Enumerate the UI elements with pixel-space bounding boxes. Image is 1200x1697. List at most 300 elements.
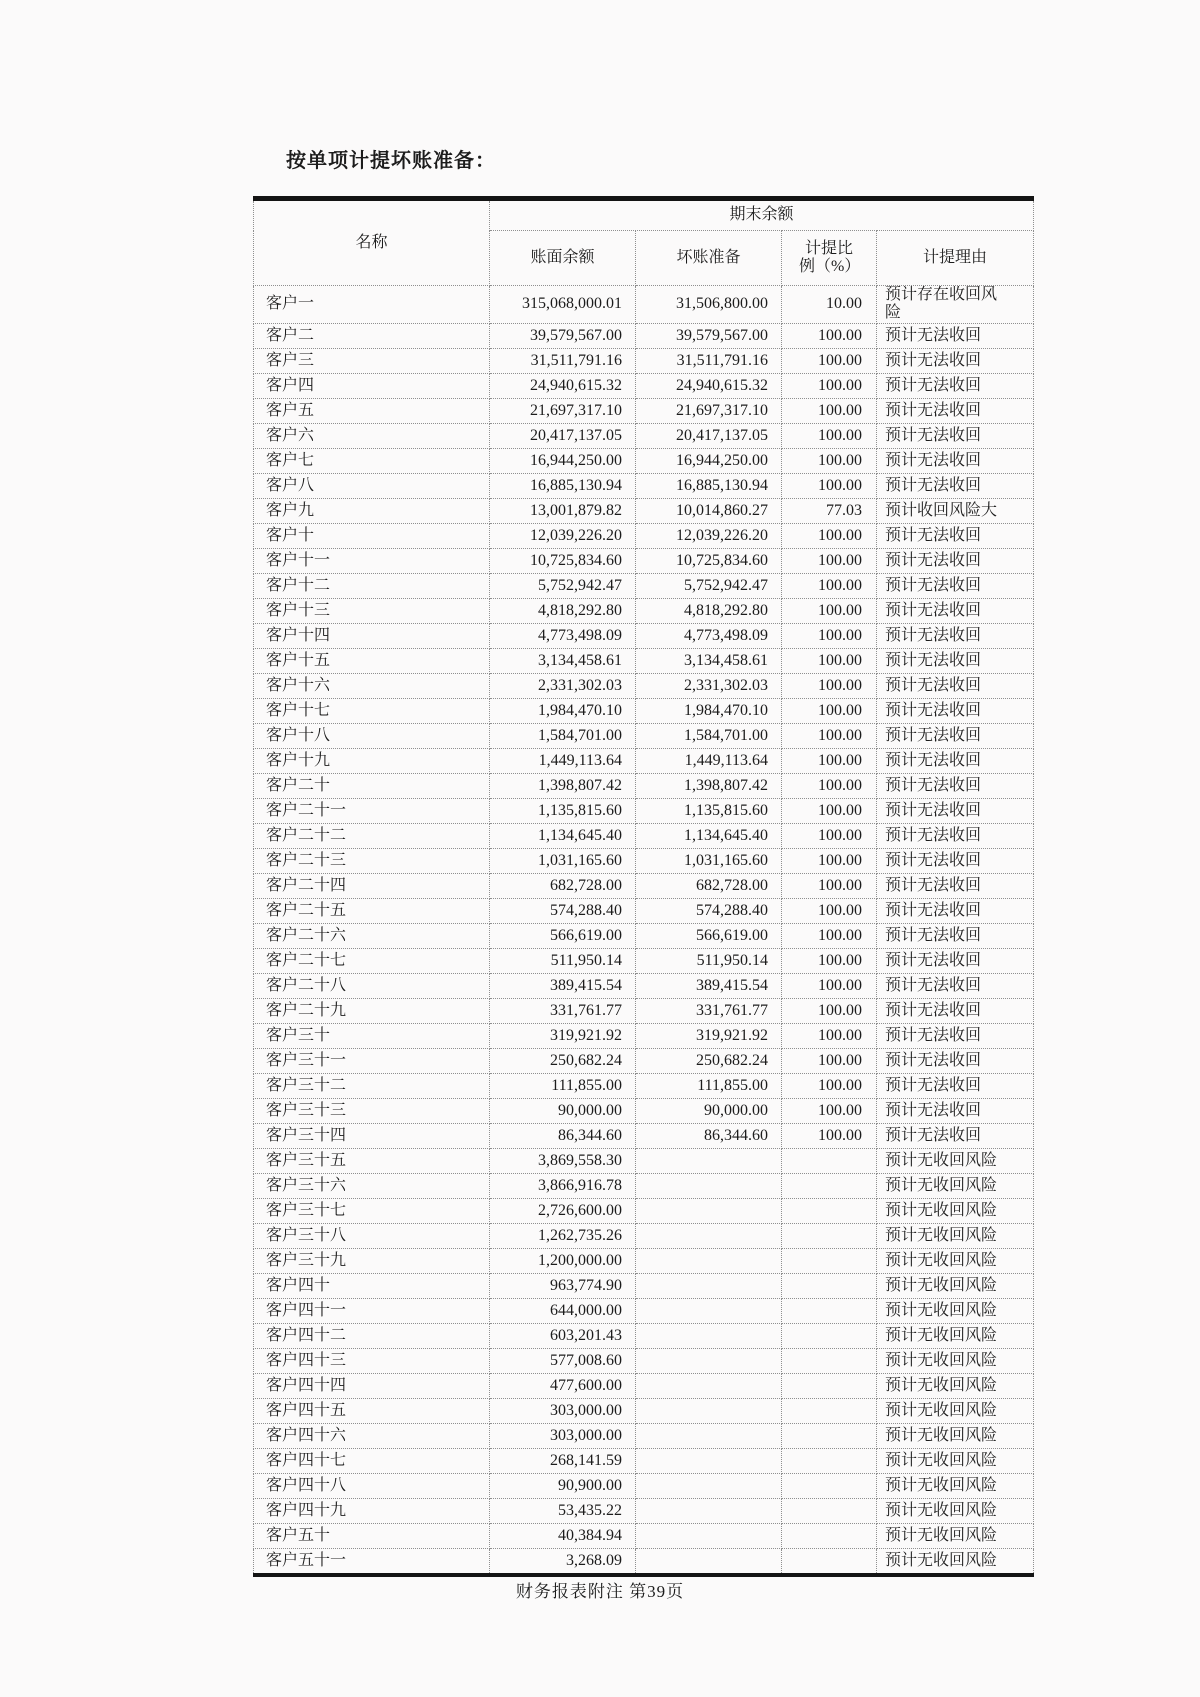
cell-ratio: 100.00 — [782, 373, 877, 398]
cell-book-balance: 90,900.00 — [490, 1473, 636, 1498]
cell-book-balance: 3,268.09 — [490, 1548, 636, 1575]
table-row — [254, 348, 1034, 373]
cell-bad-debt-provision: 31,511,791.16 — [636, 348, 782, 373]
cell-reason: 预计无收回风险 — [877, 1173, 1034, 1198]
cell-ratio — [782, 1148, 877, 1173]
cell-ratio: 100.00 — [782, 598, 877, 623]
table-row — [254, 748, 1034, 773]
cell-reason: 预计无法收回 — [877, 523, 1034, 548]
cell-name: 客户四十八 — [254, 1473, 490, 1498]
cell-ratio — [782, 1248, 877, 1273]
table-header — [254, 199, 1034, 286]
cell-book-balance: 1,449,113.64 — [490, 748, 636, 773]
cell-bad-debt-provision: 16,885,130.94 — [636, 473, 782, 498]
table-row — [254, 948, 1034, 973]
cell-book-balance: 16,885,130.94 — [490, 473, 636, 498]
cell-name: 客户四 — [254, 373, 490, 398]
cell-bad-debt-provision: 1,398,807.42 — [636, 773, 782, 798]
cell-bad-debt-provision: 511,950.14 — [636, 948, 782, 973]
cell-name: 客户四十六 — [254, 1423, 490, 1448]
table-row — [254, 1198, 1034, 1223]
cell-bad-debt-provision: 4,818,292.80 — [636, 598, 782, 623]
table-row — [254, 673, 1034, 698]
cell-ratio: 100.00 — [782, 1123, 877, 1148]
cell-name: 客户二十九 — [254, 998, 490, 1023]
table-row — [254, 498, 1034, 523]
cell-bad-debt-provision: 21,697,317.10 — [636, 398, 782, 423]
cell-book-balance: 682,728.00 — [490, 873, 636, 898]
cell-name: 客户三十三 — [254, 1098, 490, 1123]
cell-bad-debt-provision: 2,331,302.03 — [636, 673, 782, 698]
cell-book-balance: 1,584,701.00 — [490, 723, 636, 748]
cell-reason: 预计无法收回 — [877, 723, 1034, 748]
cell-ratio: 100.00 — [782, 723, 877, 748]
table-row — [254, 423, 1034, 448]
cell-book-balance: 13,001,879.82 — [490, 498, 636, 523]
cell-name: 客户十 — [254, 523, 490, 548]
table-row — [254, 1123, 1034, 1148]
cell-bad-debt-provision: 566,619.00 — [636, 923, 782, 948]
table-row — [254, 823, 1034, 848]
cell-reason: 预计无法收回 — [877, 423, 1034, 448]
cell-ratio: 100.00 — [782, 1048, 877, 1073]
cell-ratio — [782, 1523, 877, 1548]
cell-name: 客户四十三 — [254, 1348, 490, 1373]
table-row — [254, 923, 1034, 948]
table-row — [254, 1048, 1034, 1073]
cell-reason: 预计无法收回 — [877, 798, 1034, 823]
cell-bad-debt-provision — [636, 1448, 782, 1473]
cell-book-balance: 574,288.40 — [490, 898, 636, 923]
cell-book-balance: 250,682.24 — [490, 1048, 636, 1073]
header-name: 名称 — [254, 199, 490, 286]
cell-book-balance: 1,031,165.60 — [490, 848, 636, 873]
cell-reason: 预计无法收回 — [877, 898, 1034, 923]
header-provision-reason: 计提理由 — [877, 231, 1034, 286]
cell-bad-debt-provision — [636, 1548, 782, 1575]
cell-ratio: 100.00 — [782, 748, 877, 773]
cell-ratio: 100.00 — [782, 1073, 877, 1098]
cell-bad-debt-provision: 90,000.00 — [636, 1098, 782, 1123]
cell-name: 客户十六 — [254, 673, 490, 698]
cell-bad-debt-provision: 31,506,800.00 — [636, 286, 782, 324]
cell-ratio — [782, 1448, 877, 1473]
table-row — [254, 973, 1034, 998]
cell-ratio — [782, 1423, 877, 1448]
table-row — [254, 1548, 1034, 1575]
cell-reason: 预计无收回风险 — [877, 1448, 1034, 1473]
header-ending-balance: 期末余额 — [490, 199, 1034, 231]
cell-name: 客户三十四 — [254, 1123, 490, 1148]
cell-book-balance: 4,773,498.09 — [490, 623, 636, 648]
cell-bad-debt-provision: 1,584,701.00 — [636, 723, 782, 748]
cell-reason: 预计无法收回 — [877, 323, 1034, 348]
cell-reason: 预计无法收回 — [877, 448, 1034, 473]
table-row — [254, 1223, 1034, 1248]
cell-ratio: 100.00 — [782, 573, 877, 598]
cell-book-balance: 5,752,942.47 — [490, 573, 636, 598]
table-row — [254, 286, 1034, 324]
cell-reason: 预计无收回风险 — [877, 1398, 1034, 1423]
cell-book-balance: 331,761.77 — [490, 998, 636, 1023]
cell-name: 客户十一 — [254, 548, 490, 573]
cell-ratio: 77.03 — [782, 498, 877, 523]
cell-reason: 预计无法收回 — [877, 1048, 1034, 1073]
cell-ratio: 100.00 — [782, 523, 877, 548]
cell-name: 客户三十一 — [254, 1048, 490, 1073]
table-row — [254, 1148, 1034, 1173]
table-row — [254, 1173, 1034, 1198]
cell-bad-debt-provision — [636, 1473, 782, 1498]
cell-bad-debt-provision: 5,752,942.47 — [636, 573, 782, 598]
cell-ratio: 100.00 — [782, 823, 877, 848]
cell-book-balance: 2,726,600.00 — [490, 1198, 636, 1223]
cell-book-balance: 511,950.14 — [490, 948, 636, 973]
table-body — [254, 286, 1034, 1575]
cell-bad-debt-provision: 16,944,250.00 — [636, 448, 782, 473]
cell-ratio: 100.00 — [782, 798, 877, 823]
cell-book-balance: 86,344.60 — [490, 1123, 636, 1148]
cell-bad-debt-provision — [636, 1373, 782, 1398]
table-row — [254, 798, 1034, 823]
cell-book-balance: 1,398,807.42 — [490, 773, 636, 798]
cell-reason: 预计无法收回 — [877, 923, 1034, 948]
cell-ratio — [782, 1173, 877, 1198]
table-row — [254, 1098, 1034, 1123]
cell-ratio: 100.00 — [782, 1023, 877, 1048]
cell-reason: 预计无法收回 — [877, 773, 1034, 798]
cell-name: 客户三十 — [254, 1023, 490, 1048]
cell-reason: 预计无法收回 — [877, 473, 1034, 498]
cell-reason: 预计无收回风险 — [877, 1423, 1034, 1448]
table-row — [254, 773, 1034, 798]
cell-ratio: 100.00 — [782, 923, 877, 948]
table-row — [254, 998, 1034, 1023]
cell-name: 客户四十 — [254, 1273, 490, 1298]
cell-reason: 预计存在收回风险 — [877, 286, 1034, 324]
cell-bad-debt-provision — [636, 1248, 782, 1273]
cell-book-balance: 319,921.92 — [490, 1023, 636, 1048]
cell-bad-debt-provision — [636, 1498, 782, 1523]
table-row — [254, 1348, 1034, 1373]
cell-name: 客户五 — [254, 398, 490, 423]
cell-ratio: 100.00 — [782, 873, 877, 898]
cell-book-balance: 963,774.90 — [490, 1273, 636, 1298]
cell-bad-debt-provision: 3,134,458.61 — [636, 648, 782, 673]
cell-reason: 预计无法收回 — [877, 373, 1034, 398]
cell-ratio — [782, 1198, 877, 1223]
cell-bad-debt-provision: 39,579,567.00 — [636, 323, 782, 348]
cell-book-balance: 12,039,226.20 — [490, 523, 636, 548]
cell-reason: 预计无法收回 — [877, 623, 1034, 648]
cell-reason: 预计无收回风险 — [877, 1273, 1034, 1298]
cell-name: 客户二十五 — [254, 898, 490, 923]
table-row — [254, 548, 1034, 573]
cell-ratio — [782, 1398, 877, 1423]
cell-ratio: 100.00 — [782, 648, 877, 673]
cell-name: 客户十三 — [254, 598, 490, 623]
cell-ratio: 100.00 — [782, 473, 877, 498]
cell-name: 客户二 — [254, 323, 490, 348]
cell-book-balance: 24,940,615.32 — [490, 373, 636, 398]
cell-ratio: 100.00 — [782, 773, 877, 798]
table-row — [254, 1523, 1034, 1548]
header-provision-ratio: 计提比例（%） — [782, 231, 877, 286]
cell-ratio — [782, 1323, 877, 1348]
header-bad-debt-provision: 坏账准备 — [636, 231, 782, 286]
cell-name: 客户三十八 — [254, 1223, 490, 1248]
header-book-balance: 账面余额 — [490, 231, 636, 286]
table-row — [254, 898, 1034, 923]
cell-bad-debt-provision: 331,761.77 — [636, 998, 782, 1023]
cell-ratio — [782, 1348, 877, 1373]
cell-reason: 预计无收回风险 — [877, 1148, 1034, 1173]
cell-ratio: 100.00 — [782, 548, 877, 573]
cell-ratio — [782, 1273, 877, 1298]
table-row — [254, 648, 1034, 673]
cell-reason: 预计无法收回 — [877, 598, 1034, 623]
cell-book-balance: 31,511,791.16 — [490, 348, 636, 373]
cell-book-balance: 303,000.00 — [490, 1423, 636, 1448]
cell-bad-debt-provision — [636, 1348, 782, 1373]
cell-reason: 预计无法收回 — [877, 398, 1034, 423]
cell-bad-debt-provision: 319,921.92 — [636, 1023, 782, 1048]
cell-bad-debt-provision: 389,415.54 — [636, 973, 782, 998]
table-row — [254, 1073, 1034, 1098]
table-row — [254, 1323, 1034, 1348]
cell-reason: 预计无法收回 — [877, 648, 1034, 673]
cell-name: 客户五十一 — [254, 1548, 490, 1575]
cell-book-balance: 1,262,735.26 — [490, 1223, 636, 1248]
table-row — [254, 623, 1034, 648]
bad-debt-provision-table — [253, 196, 1034, 1577]
cell-ratio: 10.00 — [782, 286, 877, 324]
table-row — [254, 873, 1034, 898]
table-row — [254, 1373, 1034, 1398]
cell-reason: 预计无法收回 — [877, 873, 1034, 898]
cell-name: 客户二十四 — [254, 873, 490, 898]
cell-bad-debt-provision: 111,855.00 — [636, 1073, 782, 1098]
cell-reason: 预计无收回风险 — [877, 1523, 1034, 1548]
cell-book-balance: 3,134,458.61 — [490, 648, 636, 673]
cell-reason: 预计无法收回 — [877, 823, 1034, 848]
cell-bad-debt-provision: 250,682.24 — [636, 1048, 782, 1073]
cell-name: 客户三十七 — [254, 1198, 490, 1223]
cell-reason: 预计无收回风险 — [877, 1373, 1034, 1398]
cell-book-balance: 90,000.00 — [490, 1098, 636, 1123]
cell-reason: 预计无法收回 — [877, 673, 1034, 698]
cell-name: 客户七 — [254, 448, 490, 473]
cell-book-balance: 644,000.00 — [490, 1298, 636, 1323]
cell-reason: 预计无法收回 — [877, 698, 1034, 723]
cell-name: 客户三十六 — [254, 1173, 490, 1198]
cell-reason: 预计无法收回 — [877, 548, 1034, 573]
cell-book-balance: 16,944,250.00 — [490, 448, 636, 473]
cell-book-balance: 111,855.00 — [490, 1073, 636, 1098]
cell-name: 客户二十七 — [254, 948, 490, 973]
table-row — [254, 398, 1034, 423]
cell-bad-debt-provision: 1,984,470.10 — [636, 698, 782, 723]
cell-bad-debt-provision — [636, 1298, 782, 1323]
cell-bad-debt-provision — [636, 1523, 782, 1548]
cell-bad-debt-provision — [636, 1198, 782, 1223]
table-row — [254, 1398, 1034, 1423]
cell-ratio: 100.00 — [782, 698, 877, 723]
cell-name: 客户三十二 — [254, 1073, 490, 1098]
cell-reason: 预计无法收回 — [877, 948, 1034, 973]
cell-ratio — [782, 1548, 877, 1575]
cell-name: 客户一 — [254, 286, 490, 324]
cell-name: 客户二十三 — [254, 848, 490, 873]
cell-reason: 预计无收回风险 — [877, 1298, 1034, 1323]
cell-name: 客户十二 — [254, 573, 490, 598]
cell-book-balance: 315,068,000.01 — [490, 286, 636, 324]
cell-reason: 预计无收回风险 — [877, 1473, 1034, 1498]
cell-ratio — [782, 1473, 877, 1498]
cell-name: 客户四十九 — [254, 1498, 490, 1523]
cell-reason: 预计无收回风险 — [877, 1223, 1034, 1248]
cell-ratio: 100.00 — [782, 898, 877, 923]
table-row — [254, 448, 1034, 473]
table-row — [254, 523, 1034, 548]
cell-reason: 预计无收回风险 — [877, 1198, 1034, 1223]
cell-ratio: 100.00 — [782, 973, 877, 998]
cell-book-balance: 1,200,000.00 — [490, 1248, 636, 1273]
cell-name: 客户五十 — [254, 1523, 490, 1548]
table-row — [254, 723, 1034, 748]
cell-bad-debt-provision: 574,288.40 — [636, 898, 782, 923]
cell-bad-debt-provision: 1,031,165.60 — [636, 848, 782, 873]
cell-ratio: 100.00 — [782, 998, 877, 1023]
cell-ratio — [782, 1223, 877, 1248]
cell-reason: 预计无收回风险 — [877, 1348, 1034, 1373]
cell-bad-debt-provision — [636, 1148, 782, 1173]
table-row — [254, 698, 1034, 723]
cell-bad-debt-provision: 682,728.00 — [636, 873, 782, 898]
cell-bad-debt-provision: 1,135,815.60 — [636, 798, 782, 823]
cell-name: 客户四十五 — [254, 1398, 490, 1423]
cell-ratio: 100.00 — [782, 348, 877, 373]
cell-bad-debt-provision — [636, 1423, 782, 1448]
cell-book-balance: 40,384.94 — [490, 1523, 636, 1548]
cell-bad-debt-provision — [636, 1273, 782, 1298]
cell-book-balance: 268,141.59 — [490, 1448, 636, 1473]
cell-book-balance: 566,619.00 — [490, 923, 636, 948]
cell-name: 客户六 — [254, 423, 490, 448]
cell-name: 客户十九 — [254, 748, 490, 773]
table-row — [254, 1473, 1034, 1498]
cell-bad-debt-provision: 1,449,113.64 — [636, 748, 782, 773]
cell-bad-debt-provision — [636, 1173, 782, 1198]
cell-book-balance: 1,984,470.10 — [490, 698, 636, 723]
cell-ratio: 100.00 — [782, 1098, 877, 1123]
cell-book-balance: 577,008.60 — [490, 1348, 636, 1373]
cell-bad-debt-provision: 1,134,645.40 — [636, 823, 782, 848]
page-footer: 财务报表附注 第39页 — [515, 1582, 685, 1601]
table-row — [254, 1448, 1034, 1473]
cell-ratio: 100.00 — [782, 323, 877, 348]
cell-book-balance: 53,435.22 — [490, 1498, 636, 1523]
table-row — [254, 573, 1034, 598]
table-row — [254, 1273, 1034, 1298]
cell-book-balance: 303,000.00 — [490, 1398, 636, 1423]
cell-book-balance: 3,869,558.30 — [490, 1148, 636, 1173]
cell-reason: 预计无收回风险 — [877, 1498, 1034, 1523]
cell-name: 客户三十五 — [254, 1148, 490, 1173]
cell-reason: 预计无法收回 — [877, 748, 1034, 773]
cell-bad-debt-provision — [636, 1223, 782, 1248]
table-row — [254, 1298, 1034, 1323]
cell-name: 客户十四 — [254, 623, 490, 648]
cell-name: 客户四十七 — [254, 1448, 490, 1473]
table-row — [254, 473, 1034, 498]
cell-reason: 预计无法收回 — [877, 998, 1034, 1023]
cell-ratio: 100.00 — [782, 448, 877, 473]
cell-name: 客户二十二 — [254, 823, 490, 848]
cell-ratio: 100.00 — [782, 673, 877, 698]
cell-reason: 预计收回风险大 — [877, 498, 1034, 523]
cell-ratio: 100.00 — [782, 848, 877, 873]
cell-name: 客户二十一 — [254, 798, 490, 823]
table-row — [254, 373, 1034, 398]
cell-bad-debt-provision: 86,344.60 — [636, 1123, 782, 1148]
cell-bad-debt-provision: 4,773,498.09 — [636, 623, 782, 648]
cell-name: 客户四十一 — [254, 1298, 490, 1323]
cell-ratio — [782, 1298, 877, 1323]
cell-reason: 预计无法收回 — [877, 348, 1034, 373]
cell-bad-debt-provision: 24,940,615.32 — [636, 373, 782, 398]
table-row — [254, 1023, 1034, 1048]
cell-reason: 预计无法收回 — [877, 1073, 1034, 1098]
cell-name: 客户十八 — [254, 723, 490, 748]
cell-reason: 预计无法收回 — [877, 573, 1034, 598]
cell-ratio: 100.00 — [782, 948, 877, 973]
cell-ratio: 100.00 — [782, 398, 877, 423]
cell-name: 客户八 — [254, 473, 490, 498]
cell-bad-debt-provision: 10,725,834.60 — [636, 548, 782, 573]
cell-name: 客户十五 — [254, 648, 490, 673]
cell-bad-debt-provision: 20,417,137.05 — [636, 423, 782, 448]
cell-name: 客户十七 — [254, 698, 490, 723]
cell-book-balance: 389,415.54 — [490, 973, 636, 998]
cell-book-balance: 3,866,916.78 — [490, 1173, 636, 1198]
table-row — [254, 323, 1034, 348]
table-row — [254, 1248, 1034, 1273]
table-row — [254, 1498, 1034, 1523]
cell-book-balance: 1,135,815.60 — [490, 798, 636, 823]
cell-ratio — [782, 1498, 877, 1523]
cell-book-balance: 20,417,137.05 — [490, 423, 636, 448]
cell-name: 客户四十四 — [254, 1373, 490, 1398]
cell-reason: 预计无法收回 — [877, 1023, 1034, 1048]
cell-name: 客户二十六 — [254, 923, 490, 948]
cell-book-balance: 39,579,567.00 — [490, 323, 636, 348]
cell-bad-debt-provision: 12,039,226.20 — [636, 523, 782, 548]
table-row — [254, 598, 1034, 623]
table-row — [254, 1423, 1034, 1448]
cell-bad-debt-provision — [636, 1398, 782, 1423]
cell-bad-debt-provision — [636, 1323, 782, 1348]
cell-name: 客户九 — [254, 498, 490, 523]
cell-reason: 预计无收回风险 — [877, 1548, 1034, 1575]
cell-book-balance: 603,201.43 — [490, 1323, 636, 1348]
cell-name: 客户四十二 — [254, 1323, 490, 1348]
cell-ratio: 100.00 — [782, 623, 877, 648]
cell-name: 客户二十 — [254, 773, 490, 798]
cell-book-balance: 21,697,317.10 — [490, 398, 636, 423]
cell-name: 客户三 — [254, 348, 490, 373]
cell-reason: 预计无法收回 — [877, 1098, 1034, 1123]
